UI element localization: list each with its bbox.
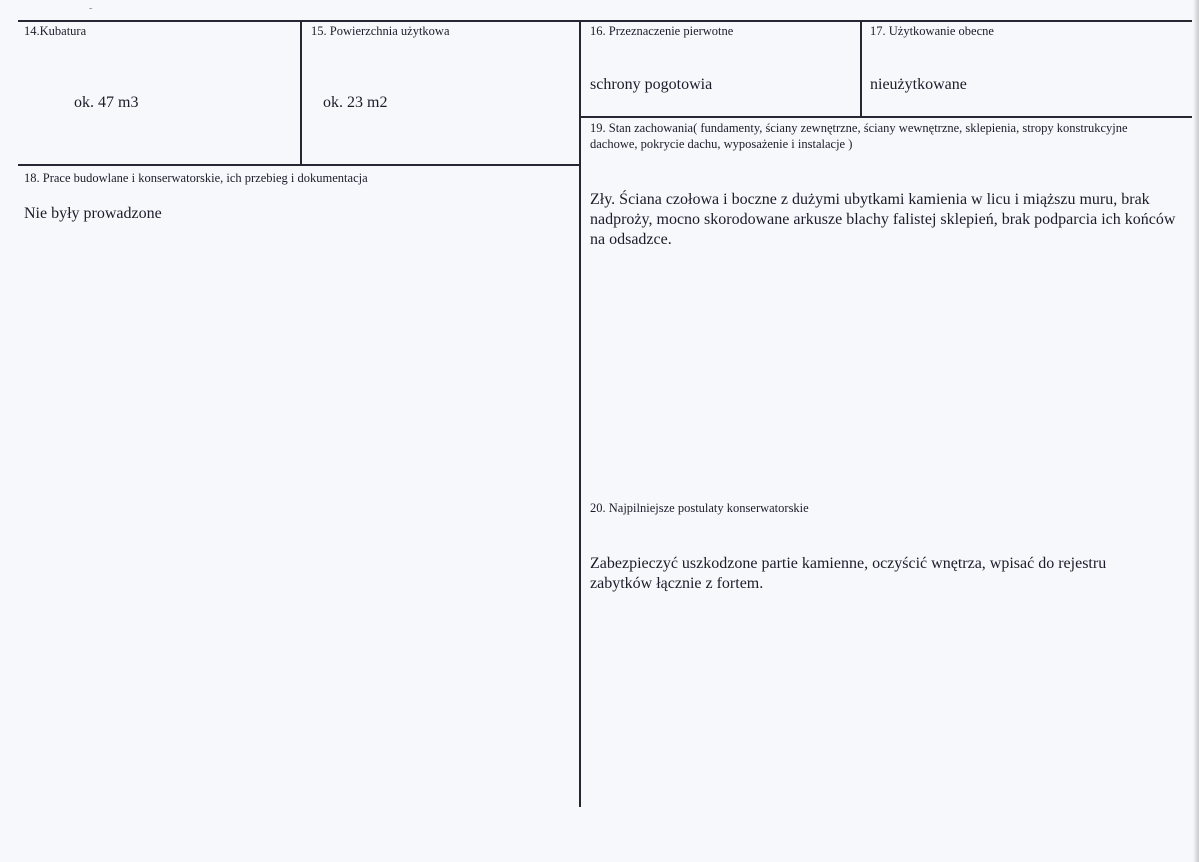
stan-zachowania-label: 19. Stan zachowania( fundamenty, ściany zewnętrzne, ściany wewnętrzne, sklepienia, stropy konstrukcyjne dachowe, pokrycie dachu, wyposażenie i instalacje ) (590, 121, 1128, 151)
postulaty-label: 20. Najpilniejsze postulaty konserwatorskie (590, 501, 809, 515)
top-border-line (18, 20, 1192, 22)
row-divider-left (18, 164, 581, 166)
uzytkowanie-value: nieużytkowane (870, 76, 967, 93)
kubatura-value: ok. 47 m3 (74, 94, 139, 111)
przeznaczenie-value: schrony pogotowia (590, 76, 713, 93)
prace-value: Nie były prowadzone (24, 205, 162, 222)
powierzchnia-value: ok. 23 m2 (323, 94, 388, 111)
powierzchnia-label: 15. Powierzchnia użytkowa (311, 24, 450, 38)
kubatura-label: 14.Kubatura (24, 24, 87, 38)
scan-mark: ˜ (89, 7, 93, 18)
przeznaczenie-label: 16. Przeznaczenie pierwotne (590, 24, 734, 38)
page-edge-shadow (1193, 0, 1199, 862)
divider-14-15 (300, 20, 302, 164)
divider-16-17 (860, 20, 862, 116)
row-divider-right (579, 116, 1192, 118)
center-divider (579, 20, 581, 807)
uzytkowanie-label: 17. Użytkowanie obecne (870, 24, 994, 38)
stan-zachowania-value: Zły. Ściana czołowa i boczne z dużymi ubytkami kamienia w licu i miąższu muru, brak nadproży, mocno skorodowane arkusze blachy falistej sklepień, brak podparcia ich końców na odsadzce. (590, 191, 1176, 248)
postulaty-value: Zabezpieczyć uszkodzone partie kamienne, oczyścić wnętrza, wpisać do rejestru zabytków łącznie z fortem. (590, 555, 1107, 592)
prace-label: 18. Prace budowlane i konserwatorskie, ich przebieg i dokumentacja (24, 171, 368, 185)
